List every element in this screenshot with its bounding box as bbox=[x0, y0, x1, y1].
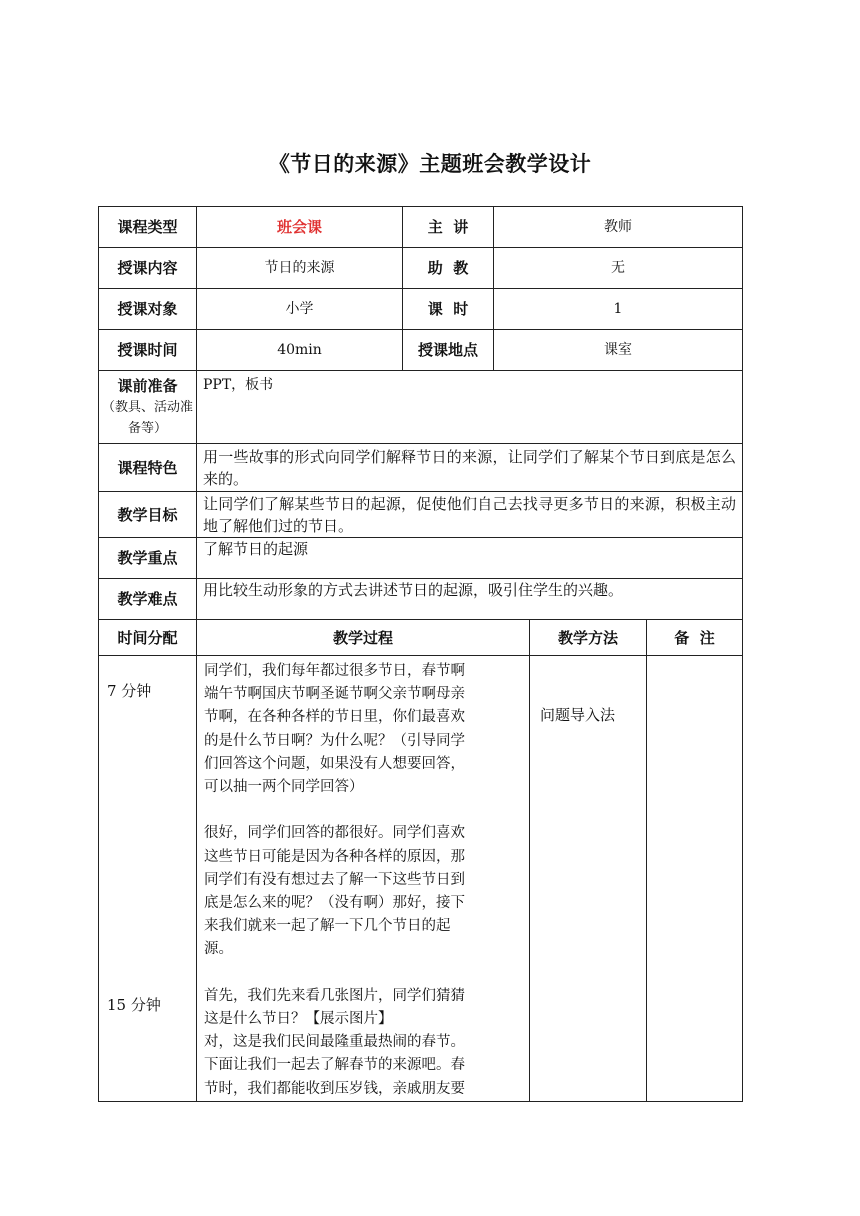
process-line: 对，这是我们民间最隆重最热闹的春节。 bbox=[204, 1034, 465, 1051]
row-goal bbox=[99, 492, 743, 538]
time-allocation-2: 15 分钟 bbox=[107, 996, 161, 1014]
lecturer-label: 主 讲 bbox=[403, 207, 494, 248]
content-label: 授课内容 bbox=[99, 248, 197, 289]
time-label: 授课时间 bbox=[99, 330, 197, 371]
preparation-sub-label: （教具、活动准备等） bbox=[101, 400, 193, 436]
lecturer-value: 教师 bbox=[494, 207, 743, 248]
location-value: 课室 bbox=[494, 330, 743, 371]
row-feature bbox=[99, 444, 743, 492]
row-preparation bbox=[99, 371, 743, 444]
process-line: 同学们，我们每年都过很多节日，春节啊 bbox=[204, 663, 465, 679]
header-method: 教学方法 bbox=[530, 620, 647, 656]
row-course-type bbox=[99, 207, 743, 248]
preparation-label: 课前准备 bbox=[117, 377, 178, 395]
teaching-method-1: 问题导入法 bbox=[540, 706, 616, 724]
process-line: 很好，同学们回答的都很好。同学们喜欢 bbox=[204, 825, 465, 842]
process-line: 来我们就来一起了解一下几个节日的起 bbox=[204, 918, 451, 935]
location-label: 授课地点 bbox=[403, 330, 494, 371]
hours-value: 1 bbox=[494, 289, 743, 330]
assistant-label: 助 教 bbox=[403, 248, 494, 289]
feature-label: 课程特色 bbox=[99, 444, 197, 492]
note-cell bbox=[647, 656, 743, 1102]
teaching-process-cell bbox=[197, 656, 530, 1102]
row-difficulty bbox=[99, 579, 743, 620]
process-line: 下面让我们一起去了解春节的来源吧。春 bbox=[204, 1057, 465, 1074]
audience-value: 小学 bbox=[197, 289, 403, 330]
process-line: 底是怎么来的呢？（没有啊）那好，接下 bbox=[204, 895, 465, 912]
content-value: 节日的来源 bbox=[197, 248, 403, 289]
process-body-row bbox=[99, 656, 743, 1102]
process-header-row bbox=[99, 620, 743, 656]
process-line: 同学们有没有想过去了解一下这些节日到 bbox=[204, 871, 465, 888]
goal-label: 教学目标 bbox=[99, 492, 197, 538]
preparation-value: PPT，板书 bbox=[197, 371, 743, 444]
process-line: 源。 bbox=[204, 941, 233, 958]
process-line bbox=[204, 962, 523, 985]
process-line: 这是什么节日？【展示图片】 bbox=[204, 1011, 393, 1028]
goal-value: 让同学们了解某些节日的起源，促使他们自己去找寻更多节日的来源，积极主动地了解他们过的节日。 bbox=[197, 492, 743, 538]
row-content bbox=[99, 248, 743, 289]
process-line: 可以抽一两个同学回答） bbox=[204, 779, 364, 796]
teaching-process-text bbox=[204, 660, 523, 1101]
feature-value: 用一些故事的形式向同学们解释节日的来源，让同学们了解某个节日到底是怎么来的。 bbox=[197, 444, 743, 492]
time-allocation-cell bbox=[99, 656, 197, 1102]
process-line: 节时，我们都能收到压岁钱，亲戚朋友要 bbox=[204, 1080, 465, 1097]
teaching-method-cell bbox=[530, 656, 647, 1102]
process-line: 首先，我们先来看几张图片，同学们猜猜 bbox=[204, 987, 465, 1004]
difficulty-label: 教学难点 bbox=[99, 579, 197, 620]
teaching-process-table bbox=[98, 619, 743, 1102]
header-note: 备 注 bbox=[647, 620, 743, 656]
audience-label: 授课对象 bbox=[99, 289, 197, 330]
course-type-label: 课程类型 bbox=[99, 207, 197, 248]
assistant-value: 无 bbox=[494, 248, 743, 289]
time-allocation-1: 7 分钟 bbox=[107, 682, 152, 700]
process-line: 节啊，在各种各样的节日里，你们最喜欢 bbox=[204, 709, 465, 726]
process-line bbox=[204, 799, 523, 822]
course-type-value: 班会课 bbox=[197, 207, 403, 248]
time-value: 40min bbox=[197, 330, 403, 371]
process-line: 端午节啊国庆节啊圣诞节啊父亲节啊母亲 bbox=[204, 686, 465, 703]
process-line: 这些节日可能是因为各种各样的原因，那 bbox=[204, 848, 465, 865]
process-line: 的是什么节日啊？为什么呢？（引导同学 bbox=[204, 732, 465, 749]
process-line: 们回答这个问题，如果没有人想要回答， bbox=[204, 755, 465, 772]
header-time: 时间分配 bbox=[99, 620, 197, 656]
header-process: 教学过程 bbox=[197, 620, 530, 656]
difficulty-value: 用比较生动形象的方式去讲述节日的起源，吸引住学生的兴趣。 bbox=[197, 579, 743, 620]
key-point-label: 教学重点 bbox=[99, 538, 197, 579]
key-point-value: 了解节日的起源 bbox=[197, 538, 743, 579]
row-time bbox=[99, 330, 743, 371]
course-info-table bbox=[98, 206, 743, 620]
row-key-point bbox=[99, 538, 743, 579]
document-title: 《节日的来源》主题班会教学设计 bbox=[268, 152, 592, 176]
preparation-cell bbox=[99, 371, 197, 444]
hours-label: 课 时 bbox=[403, 289, 494, 330]
row-audience bbox=[99, 289, 743, 330]
